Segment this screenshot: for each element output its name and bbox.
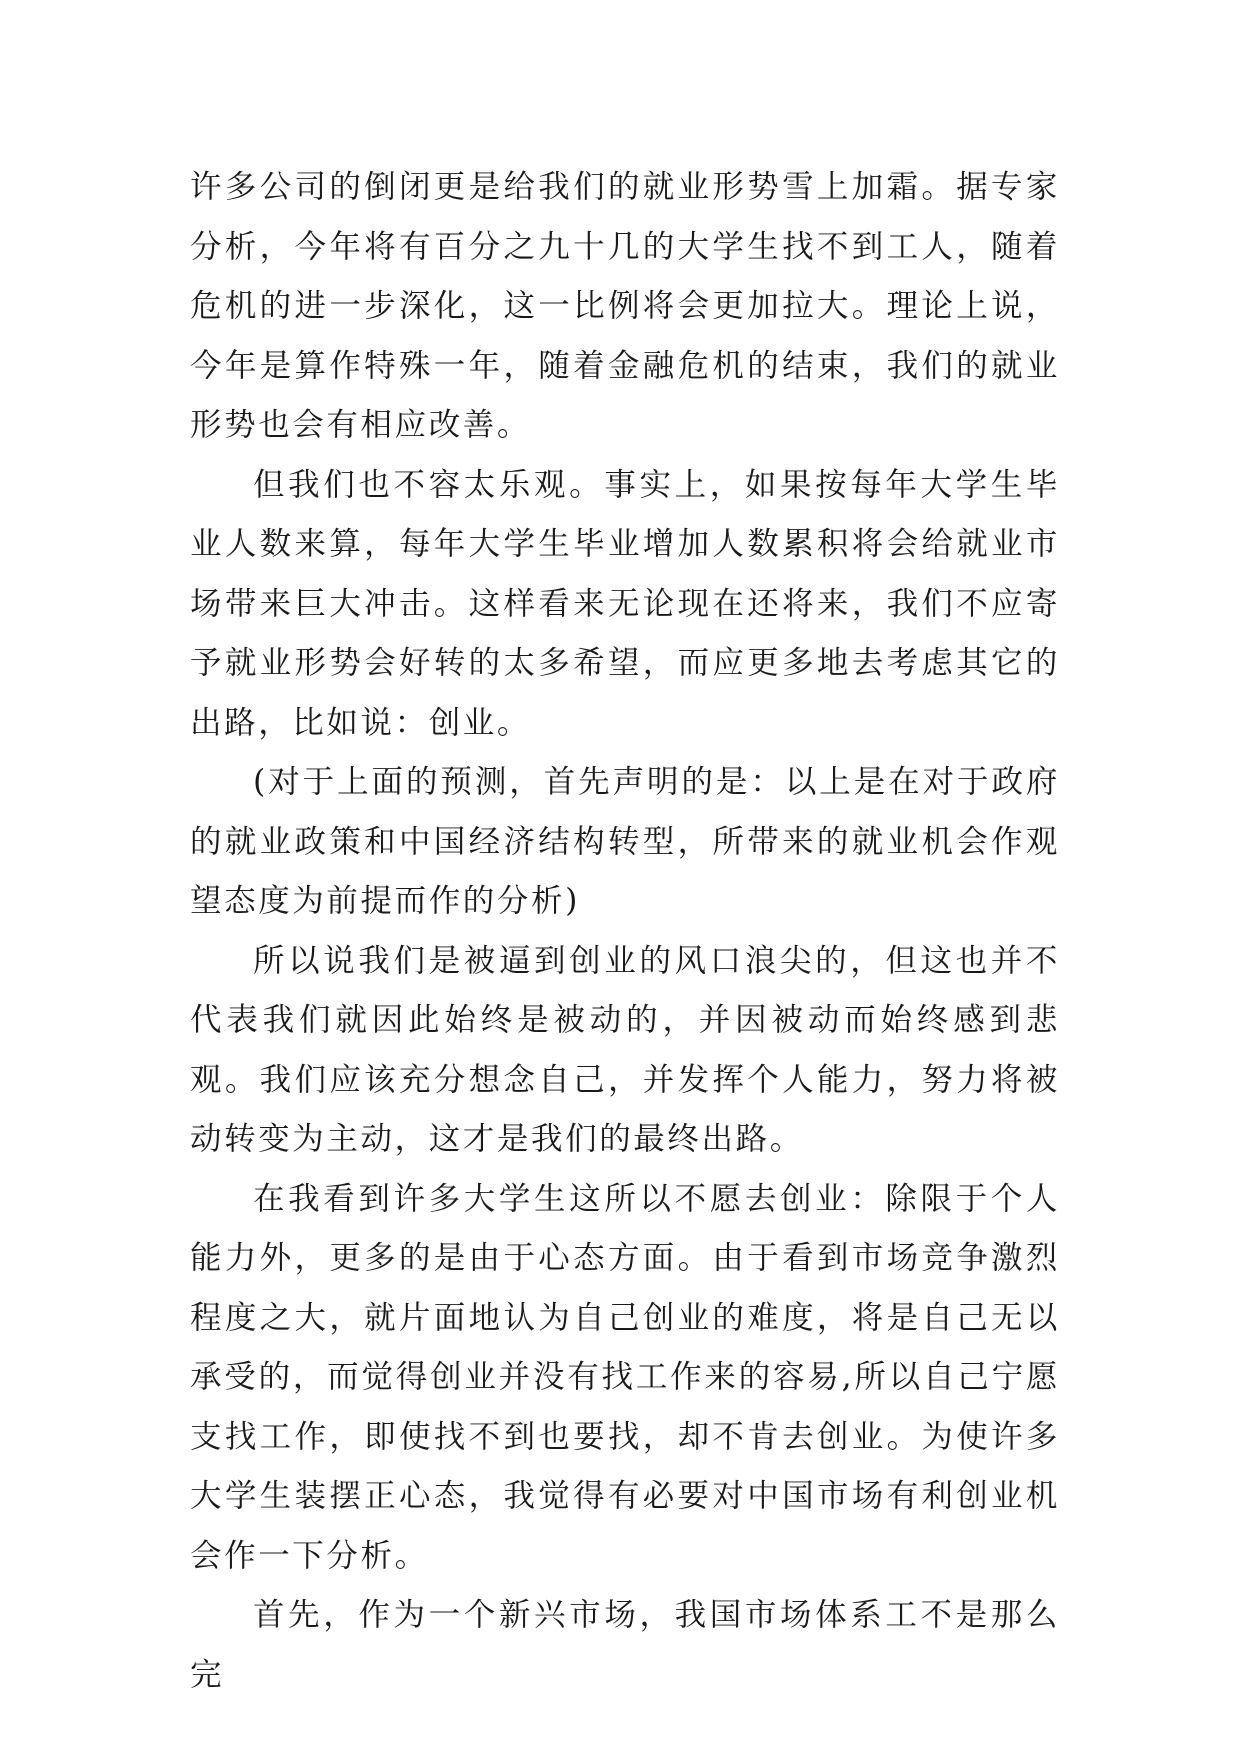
document-body [190,158,1060,1705]
paragraph-2: 但我们也不容太乐观。事实上，如果按每年大学生毕业人数来算，每年大学生毕业增加人数累积将会给就业市场带来巨大冲击。这样看来无论现在还将来，我们不应寄予就业形势会好转的太多希望，而应更多地去考虑其它的出路，比如说：创业。 [190,466,1060,741]
paragraph-1: 许多公司的倒闭更是给我们的就业形势雪上加霜。据专家分析，今年将有百分之九十几的大学生找不到工人，随着危机的进一步深化，这一比例将会更加拉大。理论上说，今年是算作特殊一年，随着金融危机的结束，我们的就业形势也会有相应改善。 [190,169,1060,443]
paragraph-4: 所以说我们是被逼到创业的风口浪尖的，但这也并不代表我们就因此始终是被动的，并因被动而始终感到悲观。我们应该充分想念自己，并发挥个人能力，努力将被动转变为主动，这才是我们的最终出路。 [190,942,1060,1157]
paragraph-3: (对于上面的预测，首先声明的是：以上是在对于政府的就业政策和中国经济结构转型，所带来的就业机会作观望态度为前提而作的分析) [190,764,1060,919]
paragraph-5: 在我看到许多大学生这所以不愿去创业：除限于个人能力外，更多的是由于心态方面。由于看到市场竞争激烈程度之大，就片面地认为自己创业的难度，将是自己无以承受的，而觉得创业并没有找工作来的容易,所以自己宁愿支找工作，即使找不到也要找，却不肯去创业。为使许多大学生装摆正心态，我觉得有必要对中国市场有利创业机会作一下分析。 [190,1180,1060,1574]
paragraph-6: 首先，作为一个新兴市场，我国市场体系工不是那么完 [190,1597,1060,1693]
